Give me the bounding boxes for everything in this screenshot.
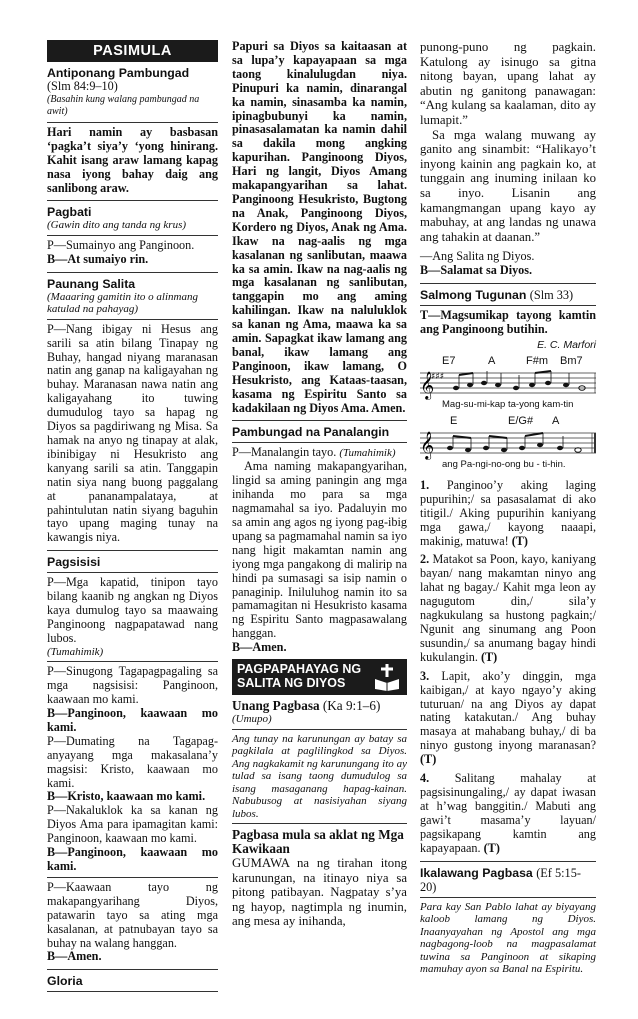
chord-label: E7 [442, 354, 456, 367]
antiponang-title: Antiponang Pambungad [47, 66, 190, 80]
gloria-text: Papuri sa Diyos sa kaitaasan at sa lupa’y kapayapaan sa mga taong kinalulugdan niya. Pinupuri ka namin, dinarangal ka namin, sinasamba ka namin, ipinagbubunyi ka namin, pinasasalamatan ka namin dahil sa dakila mong angking kapurihan. Panginoong Diyos, Hari ng langit, Diyos Amang makapangyarihan sa lahat. Panginoong Hesukristo, Bugtong na Anak, Panginoong Diyos, Kordero ng Diyos, Anak ng Ama. Ikaw na nag-aalis ng mga kasalanan ng sanlibutan, maawa ka sa amin. Ikaw na nag-aalis ng mga kasalanan ng sanlibutan, tanggapin mo ang aming kahilingan. Ikaw na naluluklok sa kanan ng Ama, maawa ka sa amin. Sapagkat ikaw lamang ang banal, ikaw lamang ang Panginoon, ikaw lamang, O Hesukristo, ang Kataas-taasan, kasama ng Espiritu Santo sa kadakilaan ng Diyos Ama. Amen. [232, 39, 407, 415]
divider [47, 319, 218, 320]
panalangin-text: Ama naming makapangyarihan, lingid sa aming paningin ang mga inihanda mo para sa mga nagmamahal sa iyo. Padaluyin mo sa amin ang agos ng iyong pag-ibig upang sa pagmamahal namin sa iyo nang higit makamtan namin ang iyong mga pangakong di malirip na hindi pa sumasagi sa isip namin o panaginip. Iniluluhog namin ito sa pamamagitan ni Hesukristo kasama ng Espiritu Santo magpasawalang hanggan. [232, 459, 407, 641]
svg-text:𝄞: 𝄞 [420, 430, 435, 459]
gloria-title: Gloria [47, 974, 83, 989]
ikalawang-title: Ikalawang Pagbasa [420, 865, 533, 880]
divider [47, 877, 218, 878]
divider [232, 823, 407, 824]
panalangin-title: Pambungad na Panalangin [232, 425, 390, 440]
banner-salita-label: PAGPAPAHAYAG NG SALITA NG DIYOS [237, 662, 362, 690]
divider [420, 305, 596, 306]
svg-text:𝄞: 𝄞 [420, 370, 435, 399]
paunang-title: Paunang Salita [47, 276, 136, 291]
section-banner-pasimula: PASIMULA [47, 40, 218, 62]
pagbati-note: (Gawin dito ang tanda ng krus) [47, 219, 187, 232]
pagsisisi-line-3: P—Dumating na Tagapag-anyayang mga makasalana’y magsisi: Kristo, kaawaan mo kami. [47, 733, 218, 790]
panalangin-note: (Tumahimik) [339, 447, 396, 460]
column-middle [232, 40, 407, 929]
pagsisisi-line-4: B—Kristo, kaawaan mo kami. [47, 789, 206, 804]
antiponang-note: (Basahin kung walang pambungad na awit) [47, 93, 200, 118]
salmo-ref: (Slm 33) [529, 288, 574, 303]
column-left [47, 40, 218, 995]
chord-label: Bm7 [560, 354, 583, 367]
salmo-title: Salmong Tugunan [420, 288, 527, 303]
bible-icon [373, 663, 401, 691]
pagsisisi-amen: B—Amen. [47, 949, 102, 964]
paunang-note: (Maaaring gamitin ito o alinmang katulad na pahayag) [47, 290, 198, 316]
pagsisisi-text: P—Mga kapatid, tinipon tayo bilang kaanib ng angkan ng Diyos kaya dumulog tayo sa maawaing Panginoong nagpapatawad nang lubos. [47, 575, 218, 645]
pagsisisi-line-1: P—Sinugong Tagapagpagaling sa mga nagsisisi: Panginoon, kaawaan mo kami. [47, 664, 218, 707]
pagsisisi-line-2: B—Panginoon, kaawaan mo kami. [47, 706, 218, 734]
antiponang-ref: (Slm 84:9–10) [47, 79, 118, 93]
chord-label: A [488, 354, 496, 367]
unang-title: Unang Pagbasa [232, 698, 320, 714]
divider [47, 235, 218, 236]
reading-acclamation: —Ang Salita ng Diyos. [420, 249, 535, 264]
pagsisisi-line-5: P—Nakaluklok ka sa kanan ng Diyos Ama para ipamagitan kami: Panginoon, kaawaan mo kami. [47, 803, 218, 846]
pagsisisi-closing: P—Kaawaan tayo ng makapangyarihang Diyos, patawarin tayo sa ating mga kasalanan, at patnubayan tayo sa buhay na walang hanggan. [47, 879, 218, 950]
unang-note: (Umupo) [232, 713, 272, 726]
staff-lyrics: Mag-su-mi-kap ta-yong kam-tin [442, 398, 574, 410]
divider [47, 122, 218, 123]
unang-text: GUMAWA na ng tirahan itong karunungan, na itinayo niya sa pitong patibayan. Nagpatay s’ya ng hayop, nagtimpla ng inumin, ang mesa ay inihanda, [232, 856, 407, 929]
chord-label: E [450, 414, 458, 427]
music-staff-2 [420, 415, 596, 471]
ikalawang-ref: (Ef 5:15-20) [420, 865, 581, 894]
unang-summary: Ang tunay na karunungan ay batay sa pagkilala at paglilingkod sa Diyos. Ang nagkakamit ng karunungang ito ay tulad sa isang taong dumudulog sa isang masaganang hapag-kainan. Nabubusog at nasisiyahan siyang lubos. [232, 732, 407, 820]
divider [420, 861, 596, 862]
section-banner-salita [232, 659, 407, 695]
pagsisisi-note: (Tumahimik) [47, 645, 104, 658]
paunang-text: P—Nang ibigay ni Hesus ang sarili sa atin bilang Tinapay ng Buhay, hangad niyang maranasan natin ang ganap na kaligayahan ng buhay. Maranasan nawa natin ang kaligayahang ito tuwing dumudulog tayo sa hapag ng Diyos sa pagdiriwang ng Misa. Sa hamak na anyo ng tinapay at alak, ibinibigay ni Hesukristo ang kanyang sarili sa atin. Tanggapin natin siya nang buong paggalang at pananampalataya, at pahintulutan natin siyang baguhin tayo upang maging tunay na kawangis niya. [47, 321, 218, 545]
divider [47, 200, 218, 201]
divider [232, 729, 407, 730]
divider [47, 272, 218, 273]
reading-continued-2: Sa mga walang muwang ay ganito ang sinambit: “Halikayo’t inyong kainin ang pagkain ko, at tunggain ang inuming inilaan ko sa inyo. Lisanin ang kamangmangan upang kayo ay mabuhay, at ang landas ng unawa ang tahakin at daanan.” [420, 127, 596, 244]
pagbati-response: B—At sumaiyo rin. [47, 251, 149, 266]
psalm-verse-2: 2. Matakot sa Poon, kayo, kaniyang bayan/ nang makamtan ninyo ang lahat ng bagay./ Kahit mga leon ay nagugutom din,/ sila’y nagkukulang sa hustong pagkain;/ Ngunit ang sinumang ang Poon susundin,/ sa anumang bagay hindi kukulangin. (T) [420, 552, 596, 664]
panalangin-intro: P—Manalangin tayo. [232, 445, 337, 460]
divider [47, 969, 218, 970]
divider [232, 420, 407, 421]
psalm-verse-3: 3. Lapit, ako’y dinggin, mga kaibigan,/ at kayo ngayo’y aking tuturuan/ na ang Diyos ay dapat nating katakutan./ Ang buhay masaya at mahabang buhay,/ di ba ninyo gustong inyong maranasan? (T) [420, 668, 596, 767]
chord-label: E/G# [508, 414, 534, 427]
reading-continued: punong-puno ng pagkain. Katulong ay isinugo sa gitna nitong bayan, upang lahat ay abutin ng ganitong panawagan: “Ang kulang sa kaalaman, dito ay lumapit.” [420, 40, 596, 127]
divider [47, 550, 218, 551]
salmo-response: T—Magsumikap tayong kamtin ang Panginoong butihin. [420, 308, 596, 337]
music-staff-1 [420, 355, 596, 411]
psalm-verse-4: 4. Salitang mahalay at pagsisinungaling,/ ay dapat iwasan at h’wag banggitin./ Mabuti ang gawi’t masama’y layuan/ pagsikapang kamtin ang kapayapaan. (T) [420, 771, 596, 855]
pagsisisi-title: Pagsisisi [47, 555, 101, 570]
chord-label: F#m [526, 354, 548, 367]
pagbati-priest: P—Sumainyo ang Panginoon. [47, 237, 195, 252]
divider [420, 283, 596, 284]
staff-lyrics: ang Pa-ngi-no-ong bu - ti-hin. [442, 458, 566, 470]
pagbati-title: Pagbati [47, 205, 92, 220]
chord-label: A [552, 414, 560, 427]
panalangin-amen: B—Amen. [232, 640, 287, 655]
reading-response: B—Salamat sa Diyos. [420, 263, 533, 278]
divider [420, 897, 596, 898]
unang-source: Pagbasa mula sa aklat ng Mga Kawikaan [232, 827, 404, 857]
salmo-composer: E. C. Marfori [537, 338, 596, 351]
antiponang-text: Hari namin ay basbasan ‘pagka’t siya’y ‘yong hinirang. Kahit isang araw lamang kapag nasa iyong bahay daig ang sanlibong araw. [47, 124, 218, 195]
divider [47, 661, 218, 662]
divider [232, 442, 407, 443]
unang-ref: (Ka 9:1–6) [322, 698, 381, 714]
divider [47, 991, 218, 992]
psalm-verse-1: 1. Panginoo’y aking laging pupurihin;/ sa pasasalamat di ako titigil./ Aking pupurihin kaniyang mga gawa,/ kayong naaapi, makinig, matuwa! (T) [420, 477, 597, 548]
svg-text:♯♯♯: ♯♯♯ [431, 371, 445, 382]
column-right [420, 40, 596, 976]
ikalawang-summary: Para kay San Pablo lahat ay biyayang kaloob lamang ng Diyos. Inaanyayahan ng Apostol ang mga nagbagong-loob na magpasalamat tuwina sa Panginoon at sikaping mamuhay ayon sa Banal na Espiritu. [420, 900, 596, 975]
pagsisisi-line-6: B—Panginoon, kaawaan mo kami. [47, 845, 218, 873]
divider [47, 572, 218, 573]
